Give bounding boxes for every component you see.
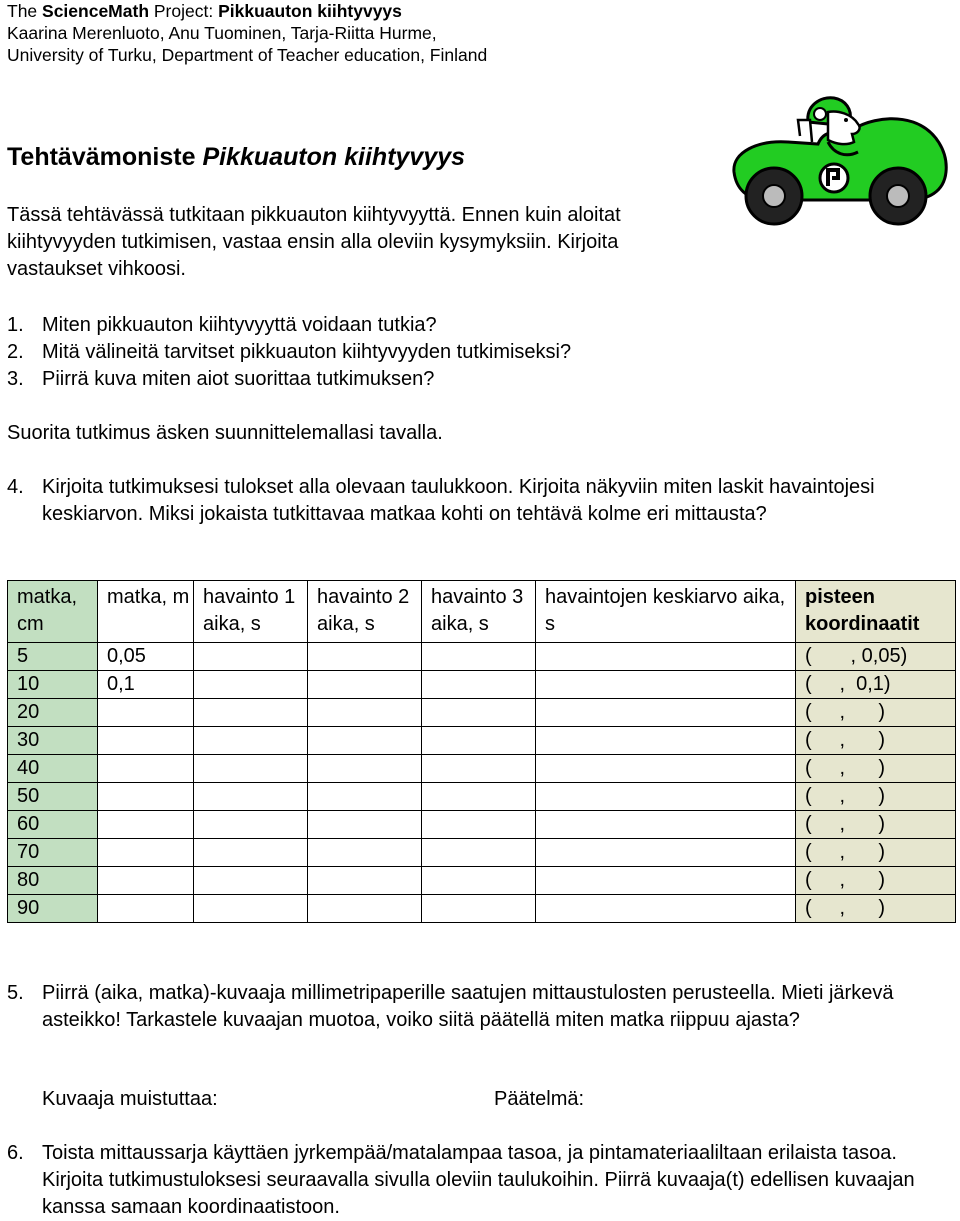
cell-observation-2 <box>308 727 422 755</box>
cell-observation-2 <box>308 811 422 839</box>
col-header-observation-3: havainto 3 aika, s <box>422 581 536 643</box>
question-3: 3. Piirrä kuva miten aiot suorittaa tutkimuksen? <box>7 368 435 390</box>
cell-observation-1 <box>194 839 308 867</box>
cell-coordinates: ( , ) <box>796 727 956 755</box>
cell-coordinates: ( , ) <box>796 699 956 727</box>
cell-distance-cm: 5 <box>8 643 98 671</box>
results-table <box>7 580 956 923</box>
cell-observation-3 <box>422 699 536 727</box>
table-row <box>8 811 956 839</box>
cell-observation-1 <box>194 755 308 783</box>
cell-observation-1 <box>194 699 308 727</box>
cell-coordinates: ( , 0,1) <box>796 671 956 699</box>
cell-coordinates: ( , 0,05) <box>796 643 956 671</box>
cell-observation-3 <box>422 783 536 811</box>
cell-observation-3 <box>422 895 536 923</box>
graph-resembles-label: Kuvaaja muistuttaa: <box>42 1088 218 1110</box>
table-row <box>8 867 956 895</box>
cell-coordinates: ( , ) <box>796 755 956 783</box>
cell-observation-2 <box>308 895 422 923</box>
car-seat <box>798 120 812 142</box>
cell-observation-1 <box>194 811 308 839</box>
page-title: Tehtävämoniste Pikkuauton kiihtyvyys <box>7 143 466 171</box>
cell-observation-2 <box>308 839 422 867</box>
cell-distance-m <box>98 727 194 755</box>
col-header-observation-2: havainto 2 aika, s <box>308 581 422 643</box>
cell-distance-m <box>98 755 194 783</box>
col-header-distance-cm: matka, cm <box>8 581 98 643</box>
driver-eye <box>844 118 848 122</box>
cell-observation-3 <box>422 755 536 783</box>
cell-average <box>536 895 796 923</box>
table-row <box>8 671 956 699</box>
cell-average <box>536 783 796 811</box>
cell-observation-1 <box>194 783 308 811</box>
cell-observation-2 <box>308 755 422 783</box>
cell-distance-cm: 60 <box>8 811 98 839</box>
cell-observation-2 <box>308 671 422 699</box>
cell-average <box>536 727 796 755</box>
intro-text: Tässä tehtävässä tutkitaan pikkuauton kiihtyvyyttä. Ennen kuin aloitat kiihtyvyyden tutkimisen, vastaa ensin alla oleviin kysymyksiin. Kirjoita vastaukset vihkoosi. <box>7 204 621 280</box>
cell-observation-1 <box>194 671 308 699</box>
cell-coordinates: ( , ) <box>796 867 956 895</box>
table-row <box>8 895 956 923</box>
table-row <box>8 699 956 727</box>
cell-distance-m <box>98 839 194 867</box>
cell-coordinates: ( , ) <box>796 839 956 867</box>
table-row <box>8 755 956 783</box>
cell-distance-cm: 40 <box>8 755 98 783</box>
cell-distance-m <box>98 699 194 727</box>
header-line-1: The ScienceMath Project: Pikkuauton kiihtyvyys <box>7 1 402 21</box>
cell-distance-cm: 90 <box>8 895 98 923</box>
cell-coordinates: ( , ) <box>796 811 956 839</box>
cell-average <box>536 643 796 671</box>
table-row <box>8 783 956 811</box>
cell-distance-m: 0,1 <box>98 671 194 699</box>
header-authors: Kaarina Merenluoto, Anu Tuominen, Tarja-Riitta Hurme, <box>7 23 437 43</box>
question-2: 2. Mitä välineitä tarvitset pikkuauton kiihtyvyyden tutkimiseksi? <box>7 341 572 363</box>
perform-instruction: Suorita tutkimus äsken suunnittelemallasi tavalla. <box>7 422 443 444</box>
cell-distance-cm: 80 <box>8 867 98 895</box>
cell-observation-1 <box>194 727 308 755</box>
cell-observation-2 <box>308 643 422 671</box>
cell-distance-cm: 30 <box>8 727 98 755</box>
cell-observation-2 <box>308 867 422 895</box>
cell-distance-m: 0,05 <box>98 643 194 671</box>
col-header-average: havaintojen keskiarvo aika, s <box>536 581 796 643</box>
cell-distance-m <box>98 867 194 895</box>
cell-average <box>536 839 796 867</box>
cell-average <box>536 755 796 783</box>
cell-distance-m <box>98 783 194 811</box>
question-4: 4. Kirjoita tutkimuksesi tulokset alla olevaan taulukkoon. Kirjoita näkyviin miten laskit havaintojesi keskiarvon. Miksi jokaista tutkittavaa matkaa kohti on tehtävä kolme eri mittausta? <box>7 476 875 525</box>
cell-observation-3 <box>422 839 536 867</box>
cell-distance-cm: 50 <box>8 783 98 811</box>
cell-coordinates: ( , ) <box>796 783 956 811</box>
cell-distance-m <box>98 811 194 839</box>
col-header-observation-1: havainto 1 aika, s <box>194 581 308 643</box>
cell-distance-cm: 20 <box>8 699 98 727</box>
cell-coordinates: ( , ) <box>796 895 956 923</box>
table-row <box>8 643 956 671</box>
cell-observation-2 <box>308 783 422 811</box>
table-header-row <box>8 581 956 643</box>
cell-distance-cm: 10 <box>8 671 98 699</box>
rear-wheel-hub <box>763 185 785 207</box>
question-6: 6. Toista mittaussarja käyttäen jyrkempää/matalampaa tasoa, ja pintamateriaaliltaan erilaista tasoa. Kirjoita tutkimustuloksesi seuraavalla sivulla oleviin taulukoihin. Piirrä kuvaaja(t) edellisen kuvaajan kanssa samaan koordinaatistoon. <box>7 1142 915 1218</box>
header-affiliation: University of Turku, Department of Teacher education, Finland <box>7 45 488 65</box>
helmet-logo <box>814 108 826 120</box>
cell-average <box>536 811 796 839</box>
cell-average <box>536 867 796 895</box>
document-header <box>7 0 487 66</box>
cell-observation-3 <box>422 671 536 699</box>
table-row <box>8 727 956 755</box>
cell-average <box>536 699 796 727</box>
cell-observation-2 <box>308 699 422 727</box>
cell-distance-m <box>98 895 194 923</box>
conclusion-label: Päätelmä: <box>494 1088 585 1110</box>
cell-distance-cm: 70 <box>8 839 98 867</box>
question-5: 5. Piirrä (aika, matka)-kuvaaja millimetripaperille saatujen mittaustulosten perusteella. Mieti järkevä asteikko! Tarkastele kuvaajan muotoa, voiko siitä päätellä miten matka riippuu ajasta? <box>7 982 894 1031</box>
cell-observation-1 <box>194 867 308 895</box>
front-wheel-hub <box>887 185 909 207</box>
table-row <box>8 839 956 867</box>
cell-observation-1 <box>194 895 308 923</box>
col-header-distance-m: matka, m <box>98 581 194 643</box>
cell-observation-3 <box>422 727 536 755</box>
cell-observation-3 <box>422 811 536 839</box>
cell-observation-3 <box>422 867 536 895</box>
cell-observation-1 <box>194 643 308 671</box>
cell-average <box>536 671 796 699</box>
race-car-illustration <box>728 92 950 232</box>
col-header-coordinates: pisteen koordinaatit <box>796 581 956 643</box>
question-1: 1. Miten pikkuauton kiihtyvyyttä voidaan tutkia? <box>7 314 437 336</box>
cell-observation-3 <box>422 643 536 671</box>
